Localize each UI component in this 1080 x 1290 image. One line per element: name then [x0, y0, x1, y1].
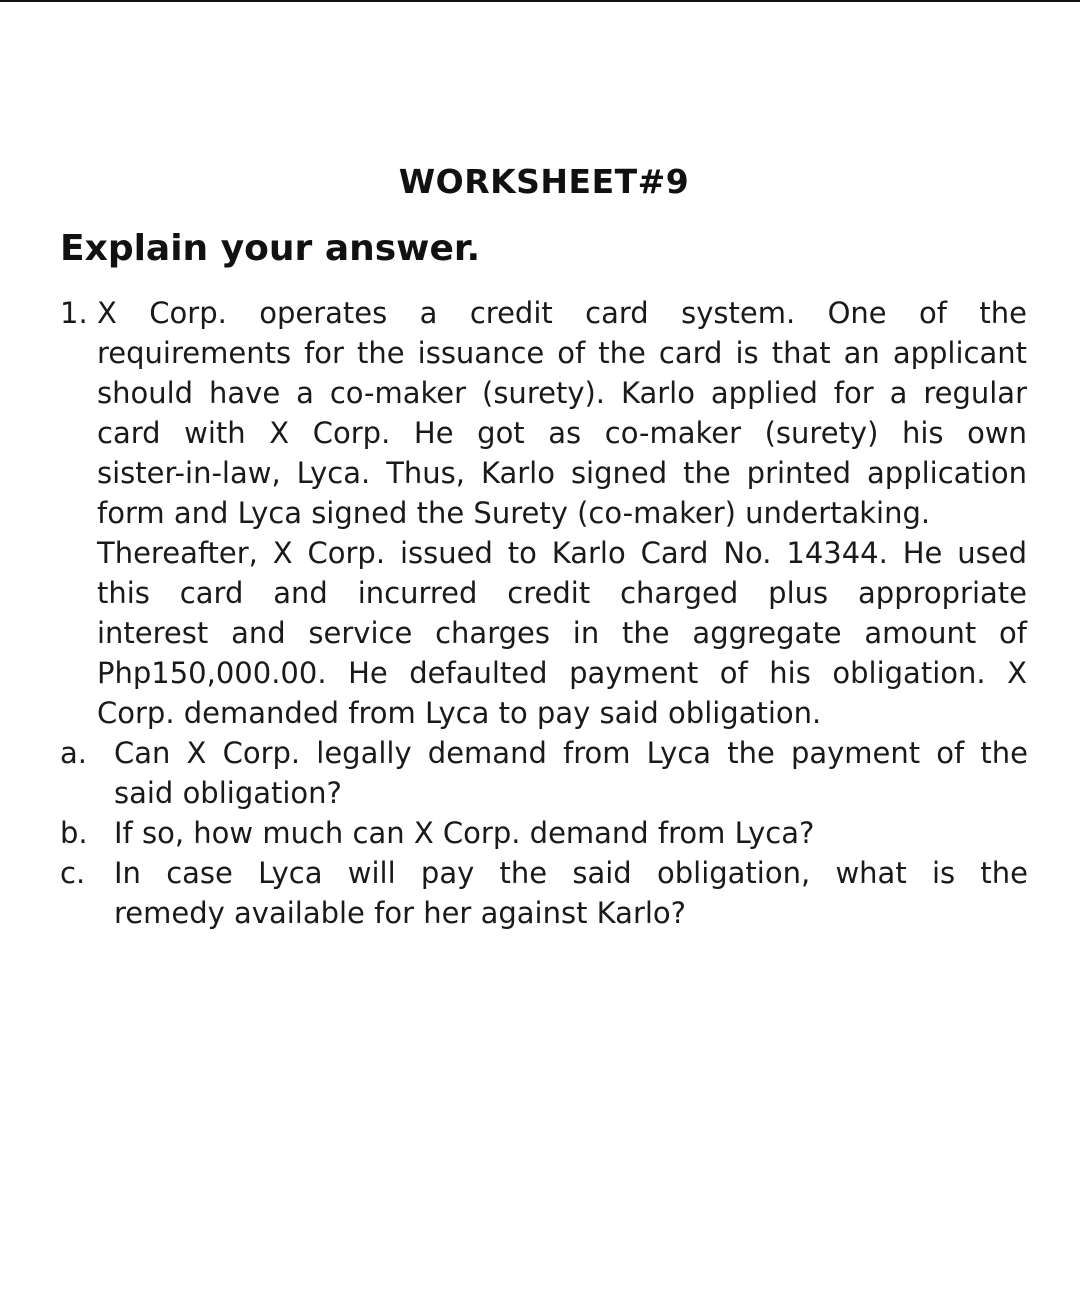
question-line: this card and incurred credit charged plus appropriate [97, 576, 1027, 610]
question-line: sister-in-law, Lyca. Thus, Karlo signed the printed application [97, 456, 1027, 490]
question-number: 1. [60, 296, 88, 330]
question-text [97, 293, 1027, 733]
sub-question-letter: c. [60, 856, 86, 890]
worksheet-title: WORKSHEET#9 [398, 162, 690, 201]
question-line: X Corp. operates a credit card system. One of the [97, 296, 1027, 330]
question-line: Php150,000.00. He defaulted payment of his obligation. X [97, 656, 1027, 690]
sub-question-line: In case Lyca will pay the said obligation, what is the [114, 856, 1028, 890]
sub-question-letter: b. [60, 816, 88, 850]
question-line: Corp. demanded from Lyca to pay said obligation. [97, 696, 822, 730]
question-line: Thereafter, X Corp. issued to Karlo Card No. 14344. He used [97, 536, 1027, 570]
sub-question-line: said obligation? [114, 776, 342, 810]
question-line: should have a co-maker (surety). Karlo applied for a regular [97, 376, 1027, 410]
sub-question-line: If so, how much can X Corp. demand from Lyca? [114, 816, 815, 850]
top-border-line [0, 0, 1080, 2]
sub-question-letter: a. [60, 736, 87, 770]
sub-question-text [114, 733, 1028, 813]
question-line: interest and service charges in the aggregate amount of [97, 616, 1027, 650]
question-line: card with X Corp. He got as co-maker (surety) his own [97, 416, 1027, 450]
question-line: requirements for the issuance of the card is that an applicant [97, 336, 1027, 370]
sub-question-text [114, 813, 1028, 853]
instruction-heading: Explain your answer. [60, 228, 481, 269]
sub-question-text [114, 853, 1028, 933]
sub-question-line: remedy available for her against Karlo? [114, 896, 687, 930]
question-line: form and Lyca signed the Surety (co-maker) undertaking. [97, 496, 931, 530]
sub-question-line: Can X Corp. legally demand from Lyca the payment of the [114, 736, 1028, 770]
